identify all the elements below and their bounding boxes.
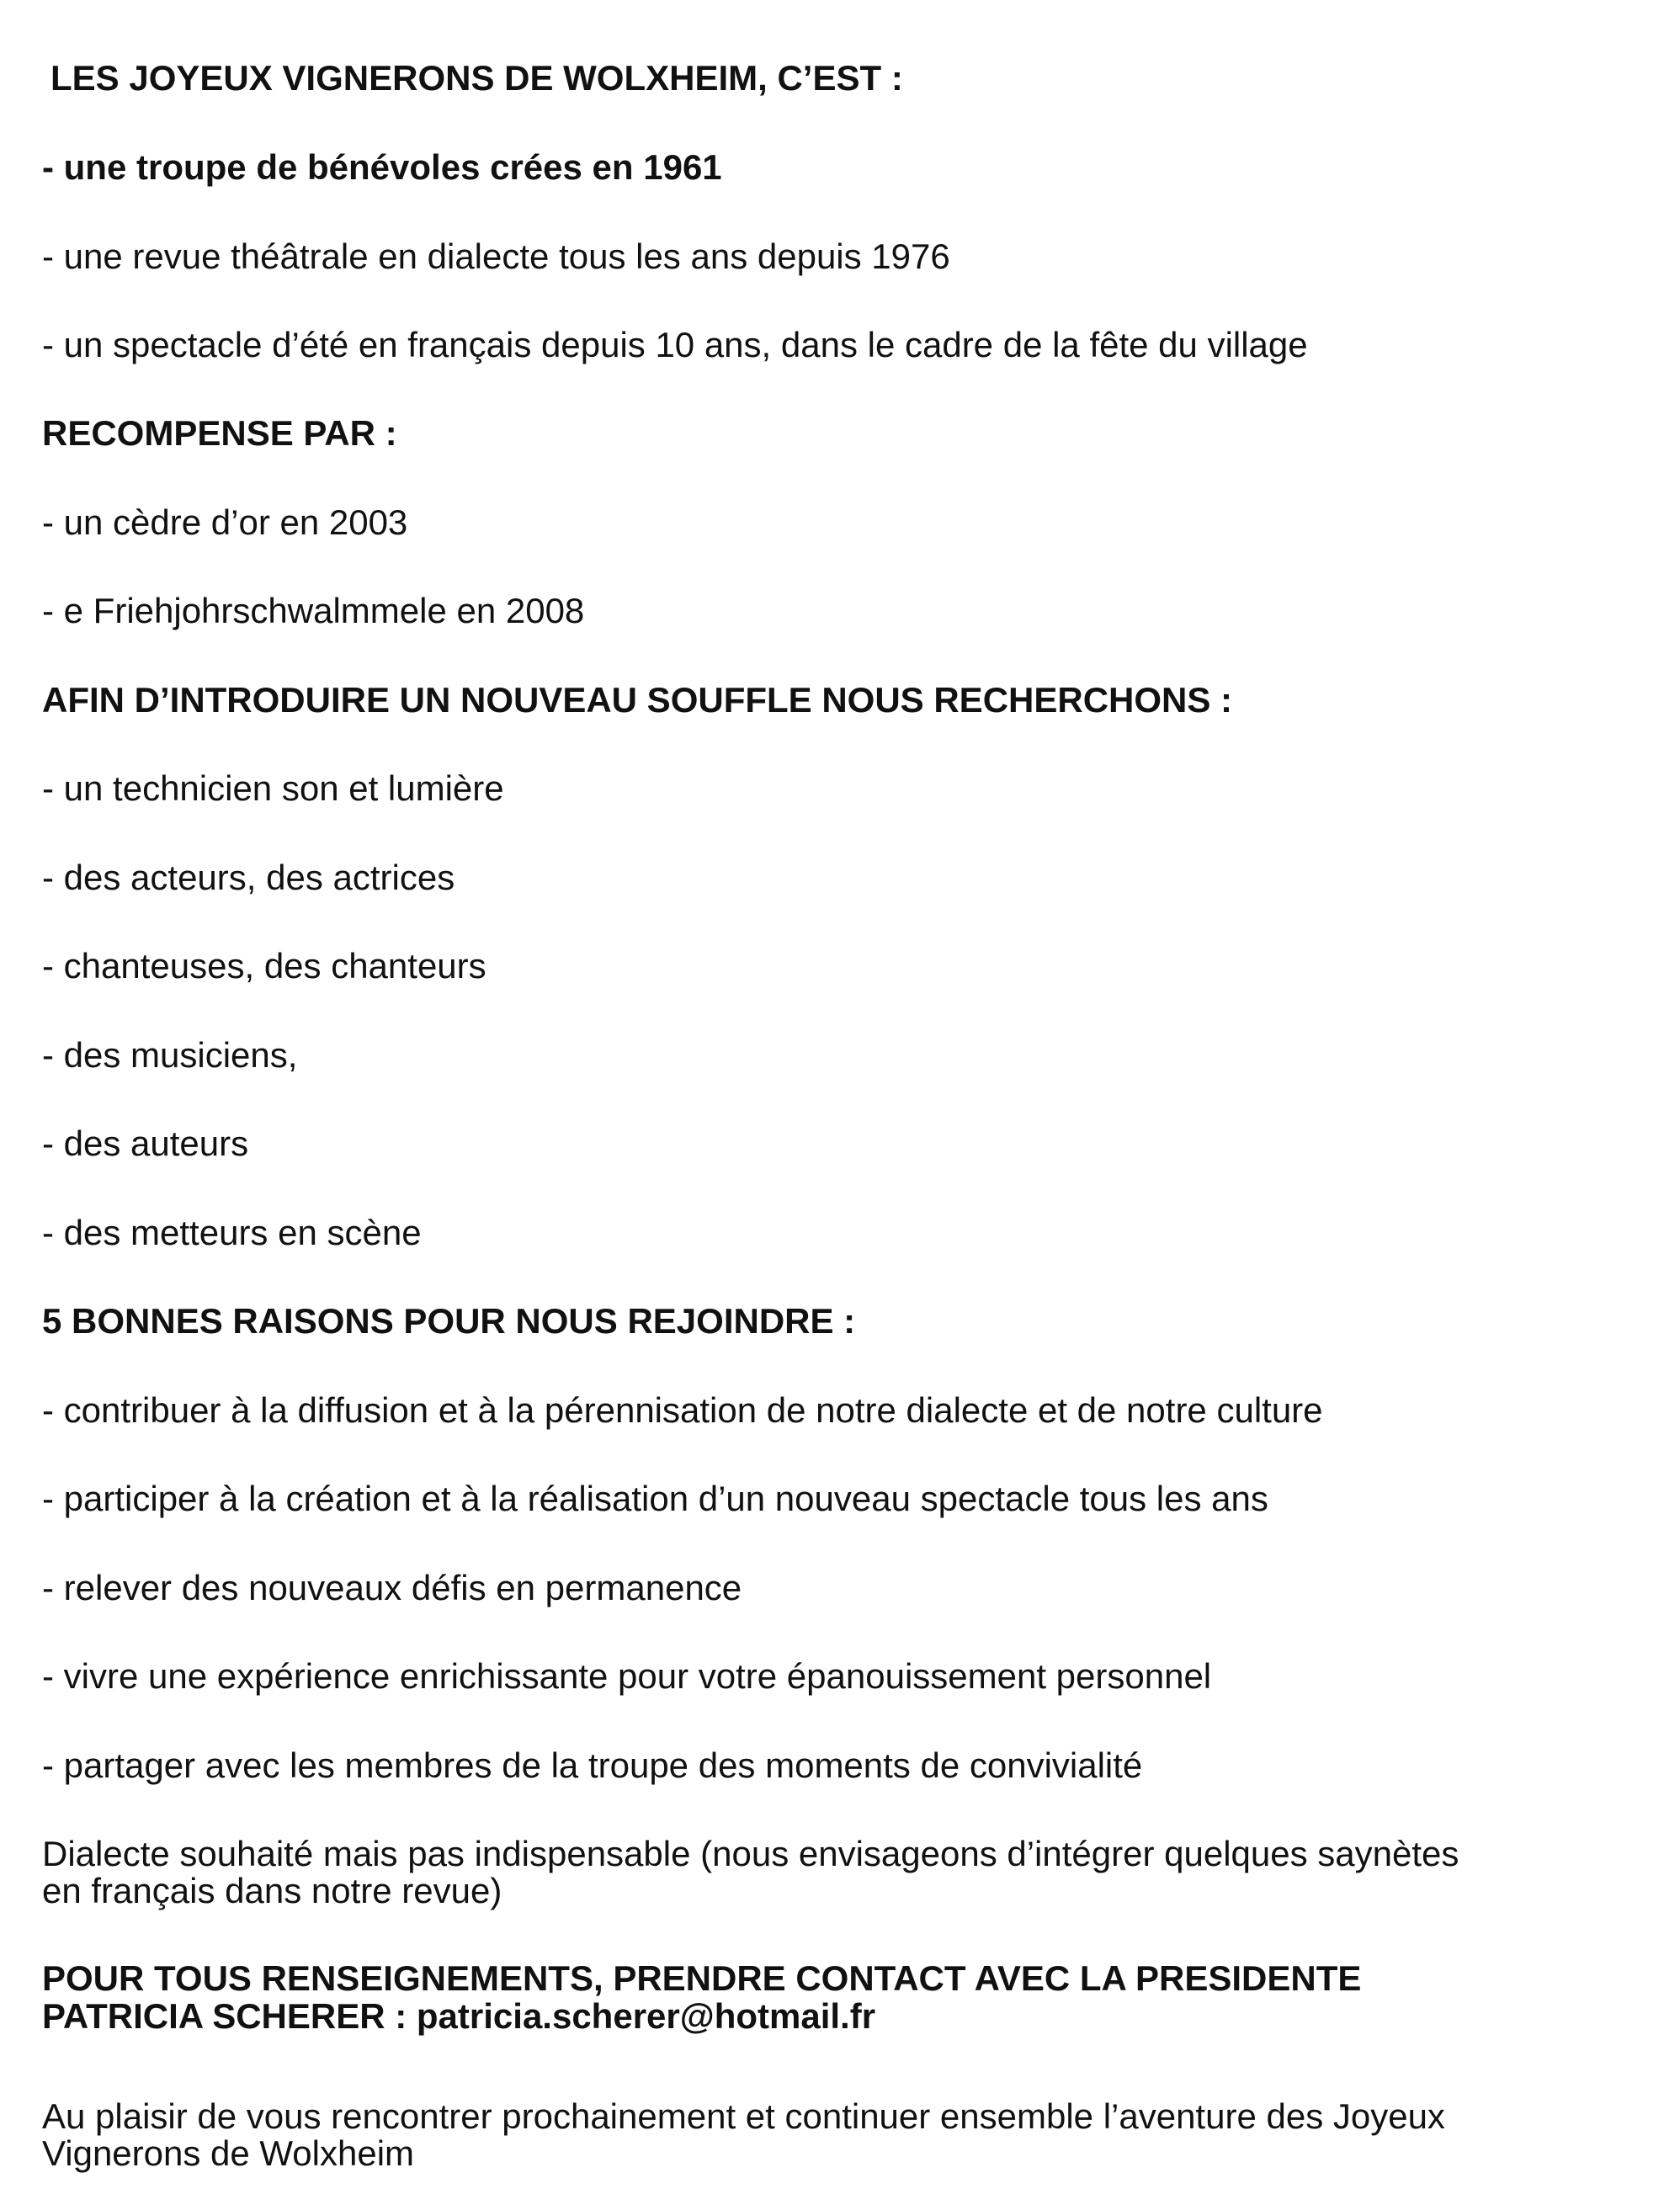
reasons-heading: 5 BONNES RAISONS POUR NOUS REJOINDRE : bbox=[42, 1301, 856, 1341]
intro-item-1: - une troupe de bénévoles crées en 1961 bbox=[42, 147, 722, 187]
search-item-6: - des metteurs en scène bbox=[42, 1213, 422, 1252]
dialect-note-line-2: en français dans notre revue) bbox=[42, 1871, 502, 1910]
awards-heading: RECOMPENSE PAR : bbox=[42, 413, 397, 453]
search-item-3: - chanteuses, des chanteurs bbox=[42, 946, 486, 985]
intro-item-2: - une revue théâtrale en dialecte tous les ans depuis 1976 bbox=[42, 236, 950, 276]
search-item-5: - des auteurs bbox=[42, 1124, 249, 1163]
document-title: LES JOYEUX VIGNERONS DE WOLXHEIM, C’EST : bbox=[51, 58, 903, 98]
search-item-1: - un technicien son et lumière bbox=[42, 768, 504, 808]
contact-line-1: POUR TOUS RENSEIGNEMENTS, PRENDRE CONTACT AVEC LA PRESIDENTE bbox=[42, 1958, 1362, 1998]
reasons-item-5: - partager avec les membres de la troupe des moments de convivialité bbox=[42, 1745, 1143, 1785]
search-item-2: - des acteurs, des actrices bbox=[42, 858, 455, 897]
awards-item-1: - un cèdre d’or en 2003 bbox=[42, 502, 408, 542]
closing-line-1: Au plaisir de vous rencontrer prochainement et continuer ensemble l’aventure des Joyeux bbox=[42, 2096, 1445, 2136]
closing-line-2: Vignerons de Wolxheim bbox=[42, 2133, 415, 2173]
reasons-item-2: - participer à la création et à la réalisation d’un nouveau spectacle tous les ans bbox=[42, 1479, 1268, 1518]
search-heading: AFIN D’INTRODUIRE UN NOUVEAU SOUFFLE NOUS RECHERCHONS : bbox=[42, 680, 1233, 720]
dialect-note-line-1: Dialecte souhaité mais pas indispensable (nous envisageons d’intégrer quelques saynètes bbox=[42, 1834, 1459, 1873]
contact-line-2: PATRICIA SCHERER : patricia.scherer@hotmail.fr bbox=[42, 1996, 876, 2036]
reasons-item-4: - vivre une expérience enrichissante pour votre épanouissement personnel bbox=[42, 1656, 1212, 1696]
awards-item-2: - e Friehjohrschwalmmele en 2008 bbox=[42, 591, 585, 630]
reasons-item-3: - relever des nouveaux défis en permanence bbox=[42, 1568, 742, 1607]
search-item-4: - des musiciens, bbox=[42, 1035, 298, 1075]
reasons-item-1: - contribuer à la diffusion et à la pérennisation de notre dialecte et de notre culture bbox=[42, 1390, 1323, 1430]
intro-item-3: - un spectacle d’été en français depuis 10 ans, dans le cadre de la fête du village bbox=[42, 325, 1308, 364]
